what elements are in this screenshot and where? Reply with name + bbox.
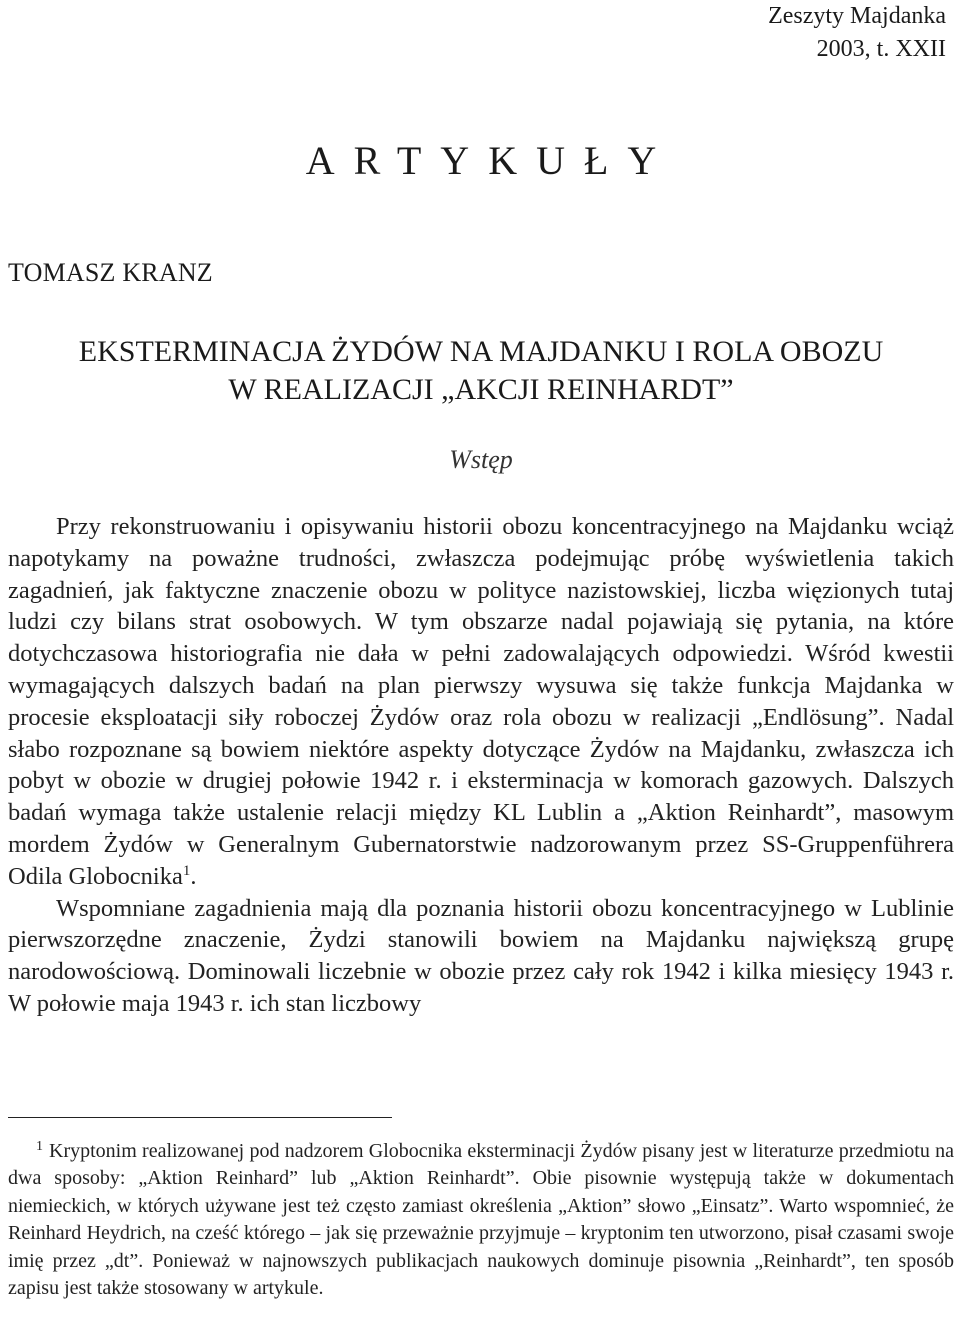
paragraph-2: Wspomniane zagadnienia mają dla poznania historii obozu koncentracyjnego w Lublinie pierwszorzędne znaczenie, Żydzi stanowili bowiem na Majdanku największą grupę narodowościową. Dominowali liczebnie w obozie przez cały rok 1942 i kilka miesięcy 1943 r. W połowie maja 1943 r. ich stan liczbowy <box>8 894 954 1017</box>
paragraph-1 <box>8 511 954 893</box>
footnote-reference: 1 <box>182 862 191 879</box>
footnote <box>8 1133 954 1302</box>
journal-name: Zeszyty Majdanka <box>768 3 946 29</box>
paragraph-1-end: . <box>190 862 197 890</box>
author-name: TOMASZ KRANZ <box>8 258 213 287</box>
article-title-line-1: EKSTERMINACJA ŻYDÓW NA MAJDANKU I ROLA OBOZU <box>78 335 884 368</box>
journal-header <box>768 0 946 66</box>
section-heading: ARTYKUŁY <box>305 138 676 183</box>
subheading: Wstęp <box>449 445 513 474</box>
article-title-line-2: W REALIZACJI „AKCJI REINHARDT” <box>228 373 734 406</box>
footnote-number: 1 <box>36 1139 43 1154</box>
footnote-text: Kryptonim realizowanej pod nadzorem Globocnika eksterminacji Żydów pisany jest w literaturze przedmiotu na dwa sposoby: „Aktion Reinhard” lub „Aktion Reinhardt”. Obie pisownie występują także w dokumentach niemieckich, w których używane jest też często zamiast określenia „Aktion” słowo „Einsatz”. Warto wspomnieć, że Reinhard Heydrich, na cześć którego – jak się przeważnie przyjmuje – kryptonim ten utworzono, pisał czasami swoje imię przez „dt”. Ponieważ w najnowszych publikacjach naukowych dominuje pisownia „Reinhardt”, ten sposób zapisu jest także stosowany w artykule. <box>8 1140 954 1300</box>
article-body <box>8 511 954 1020</box>
paragraph-1-text: Przy rekonstruowaniu i opisywaniu historii obozu koncentracyjnego na Majdanku wciąż napotykamy na poważne trudności, zwłaszcza podejmując próbę wyświetlenia takich zagadnień, jak faktyczne znaczenie obozu w polityce nazistowskiej, liczba więzionych tutaj ludzi czy bilans strat osobowych. W tym obszarze nadal pojawiają się pytania, na które dotychczasowa historiografia nie dała w pełni zadowalających odpowiedzi. Wśród kwestii wymagających dalszych badań na plan pierwszy wysuwa się także funkcja Majdanka w procesie eksploatacji siły roboczej Żydów oraz rola obozu w realizacji „Endlösung”. Nadal słabo rozpoznane są bowiem niektóre aspekty dotyczące Żydów na Majdanku, zwłaszcza ich pobyt w obozie w drugiej połowie 1942 r. i eksterminacja w komorach gazowych. Dalszych badań wymaga także ustalenie relacji między KL Lublin a „Aktion Reinhardt”, masowym mordem Żydów w Generalnym Gubernatorstwie nadzorowanym przez SS-Gruppenführera Odila Globocnika <box>8 513 954 890</box>
journal-volume: 2003, t. XXII <box>816 36 946 62</box>
article-title <box>8 333 954 409</box>
footnote-separator <box>8 1117 392 1118</box>
